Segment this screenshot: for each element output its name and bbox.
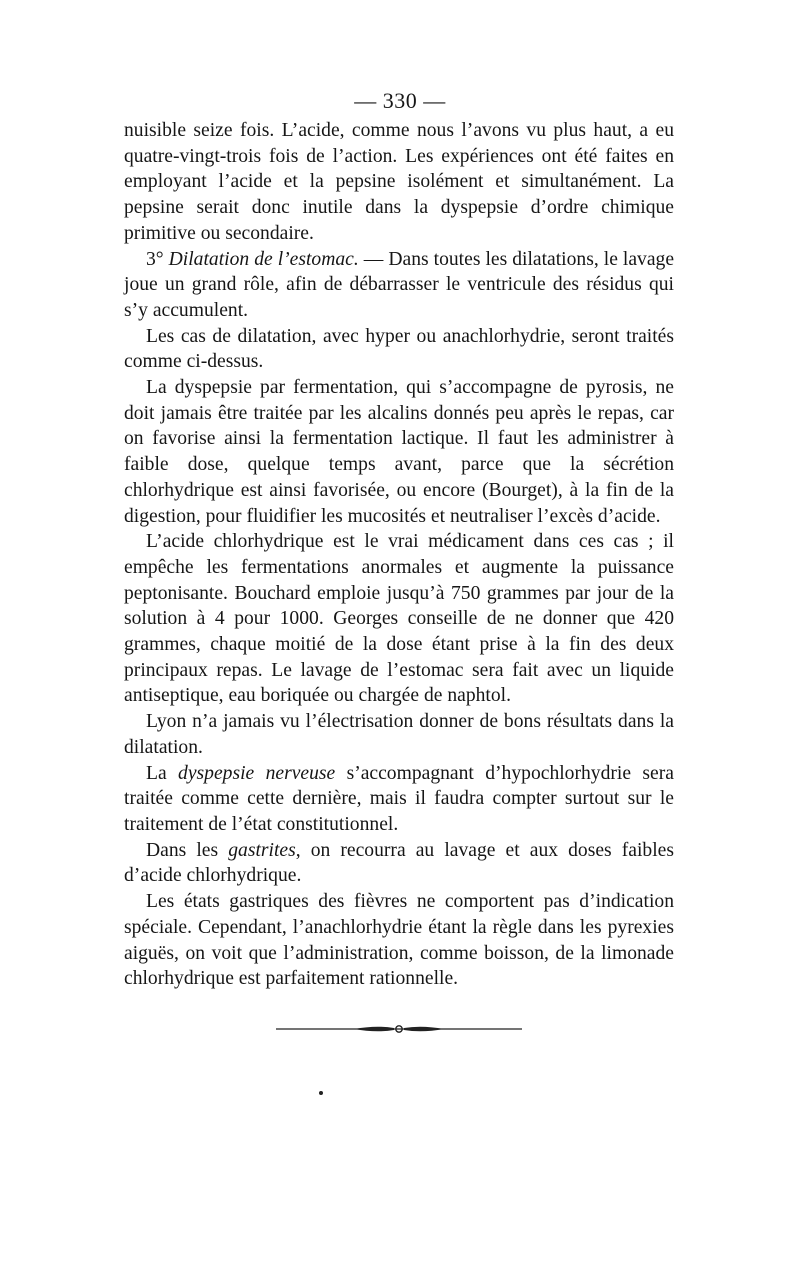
paragraph <box>124 247 674 324</box>
text-run: nuisible seize fois. L’acide, comme nous l’avons vu plus haut, a eu quatre-vingt-trois fois de l’action. Les expériences ont été faites en employant l’acide et la pepsine isolément et simultanément. La pepsine serait donc inutile dans la dyspepsie d’ordre chimique primitive ou secondaire. <box>124 120 674 244</box>
paragraph <box>124 118 674 247</box>
italic-run: Dilatation de l’estomac. <box>168 248 359 270</box>
paragraph <box>124 889 674 992</box>
page-number: — 330 — <box>354 88 446 113</box>
text-run: Les cas de dilatation, avec hyper ou anachlorhydrie, seront traités comme ci-dessus. <box>124 325 674 373</box>
paragraph <box>124 324 674 375</box>
ink-dot <box>319 1091 323 1095</box>
body-text <box>124 118 674 992</box>
paragraph <box>124 529 674 709</box>
text-run: L’acide chlorhydrique est le vrai médicament dans ces cas ; il empêche les fermentations anormales et augmente la puissance peptonisante. Bouchard emploie jusqu’à 750 grammes par jour de la solution à 4 pour 1000. Georges conseille de ne donner que 420 grammes, chaque moitié de la dose étant prise à la fin des deux principaux repas. Le lavage de l’estomac sera fait avec un liquide antiseptique, eau boriquée ou chargée de naphtol. <box>124 531 674 707</box>
text-run: s’accompagnant d’hypochlorhydrie sera traitée comme cette dernière, mais il faudra compter surtout sur le traitement de l’état constitutionnel. <box>124 762 674 835</box>
paragraph <box>124 838 674 889</box>
section-end-ornament <box>276 1022 522 1036</box>
italic-run: gastrites <box>228 839 296 861</box>
text-run: , on recourra au lavage et aux doses faibles d’acide chlorhydrique. <box>124 839 674 887</box>
paragraph <box>124 761 674 838</box>
text-run: Dans les <box>146 839 229 861</box>
paragraph <box>124 375 674 529</box>
text-run: Les états gastriques des fièvres ne comportent pas d’indication spéciale. Cependant, l’anachlorhydrie étant la règle dans les pyrexies aiguës, on voit que l’administration, comme boisson, de la limonade chlorhydrique est parfaitement rationnelle. <box>124 891 674 990</box>
italic-run: dyspepsie nerveuse <box>178 762 336 784</box>
text-run: La <box>146 762 179 784</box>
paragraph <box>124 709 674 760</box>
text-run: — Dans toutes les dilatations, le lavage joue un grand rôle, afin de débarrasser le ventricule des résidus qui s’y accumulent. <box>124 248 675 321</box>
text-run: 3° <box>146 248 169 270</box>
text-run: Lyon n’a jamais vu l’électrisation donner de bons résultats dans la dilatation. <box>124 711 674 758</box>
text-run: La dyspepsie par fermentation, qui s’accompagne de pyrosis, ne doit jamais être traitée par les alcalins donnés peu après le repas, car on favorise ainsi la fermentation lactique. Il faut les administrer à faible dose, quelque temps avant, parce que la sécrétion chlorhydrique est ainsi favorisée, ou encore (Bourget), à la fin de la digestion, pour fluidifier les mucosités et neutraliser l’excès d’acide. <box>124 377 674 527</box>
